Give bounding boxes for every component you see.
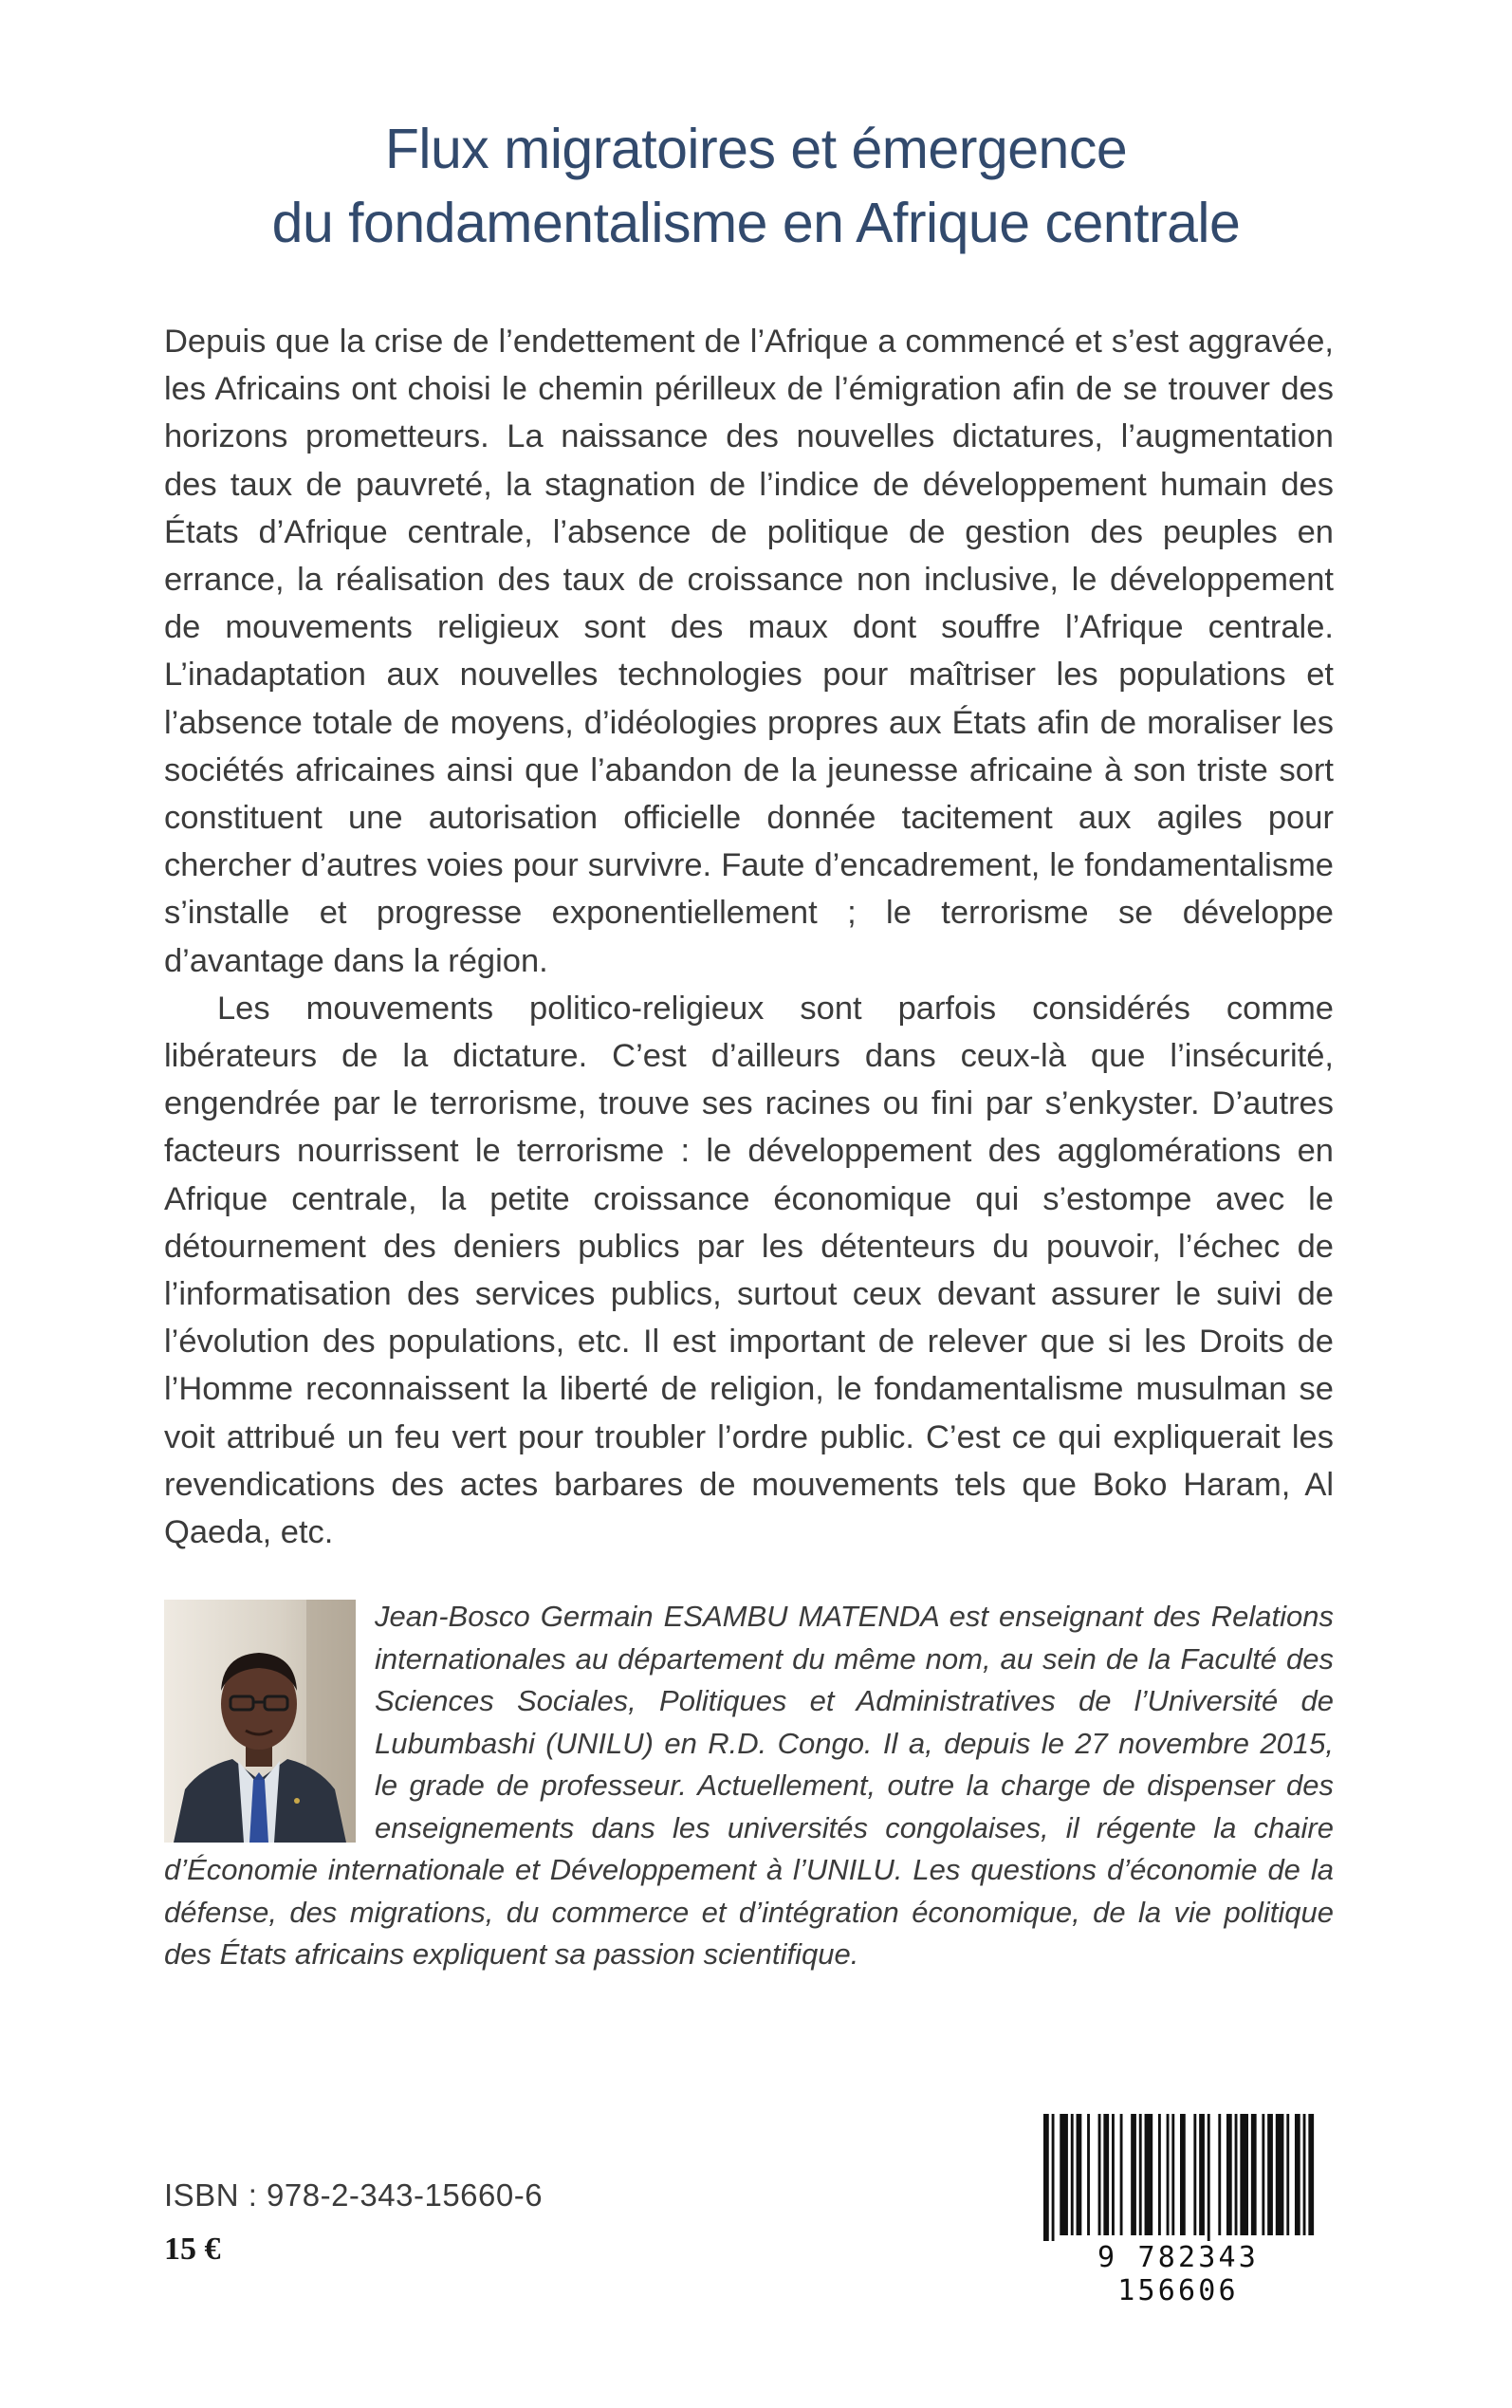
barcode-bar [1139,2114,1142,2235]
price-text: 15 € [164,2232,221,2267]
barcode-bar [1077,2114,1082,2235]
barcode-bar [1167,2114,1170,2235]
barcode-bar [1295,2114,1300,2235]
barcode-bar [1158,2114,1161,2235]
author-bio-text: Jean-Bosco Germain ESAMBU MATENDA est enseignant des Relations internationales au département du même nom, au sein de la Faculté des Sciences Sociales, Politiques et Administratives de l’Université de Lubumbashi (UNILU) en R.D. Congo. Il a, depuis le 27 novembre 2015, le grade de professeur. Actuellement, outre la charge de dispenser des enseignements dans les universités congolaises, il régente la chaire d’Économie internationale et Développement à l’UNILU. Les questions d’économie de la défense, des migrations, du commerce et d’intégration économique, de la vie politique des États africains expliquent sa passion scientifique. [164,1600,1334,1971]
book-title-line-2: du fondamentalisme en Afrique centrale [271,192,1241,254]
barcode-bar [1052,2114,1055,2247]
summary-paragraph-2: Les mouvements politico-religieux sont parfois considérés comme libérateurs de la dictature. C’est d’ailleurs dans ceux-là que l’insécurité, engendrée par le terrorisme, trouve ses racines ou fini par s’enkyster. D’autres facteurs nourrissent le terrorisme : le développement des agglomérations en Afrique centrale, la petite croissance économique qui s’estompe avec le détournement des deniers publics par les détenteurs du pouvoir, l’échec de l’informatisation des services publics, surtout ceux devant assurer le suivi de l’évolution des populations, etc. Il est important de relever que si les Droits de l’Homme reconnaissent la liberté de religion, le fondamentalisme musulman se voit attribué un feu vert pour troubler l’ordre public. C’est ce qui expliquerait les revendications des actes barbares de mouvements tels que Boko Haram, Al Qaeda, etc. [164,990,1334,1551]
barcode-bar [1199,2114,1205,2235]
barcode-bar [1087,2114,1090,2235]
barcode-bar [1180,2114,1186,2235]
barcode-bar [1103,2114,1109,2235]
barcode-bar [1071,2114,1074,2235]
summary-text [164,318,1334,1556]
barcode-bar [1267,2114,1273,2235]
barcode-bar [1098,2114,1101,2235]
barcode-bar [1112,2114,1115,2235]
barcode-bar [1303,2114,1306,2235]
summary-paragraph-1: Depuis que la crise de l’endettement de l’Afrique a commencé et s’est aggravée, les Africains ont choisi le chemin périlleux de l’émigration afin de se trouver des horizons prometteurs. La naissance des nouvelles dictatures, l’augmentation des taux de pauvreté, la stagnation de l’indice de développement humain des États d’Afrique centrale, l’absence de politique de gestion des peuples en errance, la réalisation des taux de croissance non inclusive, le développement de mouvements religieux sont des maux dont souffre l’Afrique centrale. L’inadaptation aux nouvelles technologies pour maîtriser les populations et l’absence totale de moyens, d’idéologies propres aux États afin de moraliser les sociétés africaines ainsi que l’abandon de la jeunesse africaine à son triste sort constituent une autorisation officielle donnée tacitement aux agiles pour chercher d’autres voies pour survivre. Faute d’encadrement, le fondamentalisme s’installe et progresse exponentiellement ; le terrorisme se développe d’avantage dans la région. [164,324,1334,979]
barcode-bar [1226,2114,1232,2235]
barcode-bar [1240,2114,1248,2235]
barcode-bar [1043,2114,1049,2247]
barcode-bar [1308,2114,1314,2235]
isbn-text: ISBN : 978-2-343-15660-6 [164,2177,544,2213]
barcode-bar [1145,2114,1153,2235]
book-title [152,112,1360,260]
barcode-bar [1218,2114,1221,2235]
barcode-bar [1193,2114,1196,2235]
barcode-bar [1120,2114,1123,2235]
book-title-line-1: Flux migratoires et émergence [384,118,1128,180]
author-photo [164,1600,356,1843]
barcode-bar [1171,2114,1174,2235]
barcode-bar [1262,2114,1264,2235]
barcode-bar [1208,2114,1210,2247]
barcode-digits: 9 782343 156606 [1036,2241,1320,2307]
barcode-bar [1235,2114,1238,2235]
barcode-bar [1131,2114,1136,2235]
barcode-bar [1060,2114,1068,2235]
barcode-bar [1251,2114,1257,2235]
barcode-bar [1286,2114,1289,2235]
barcode-bar [1276,2114,1284,2235]
